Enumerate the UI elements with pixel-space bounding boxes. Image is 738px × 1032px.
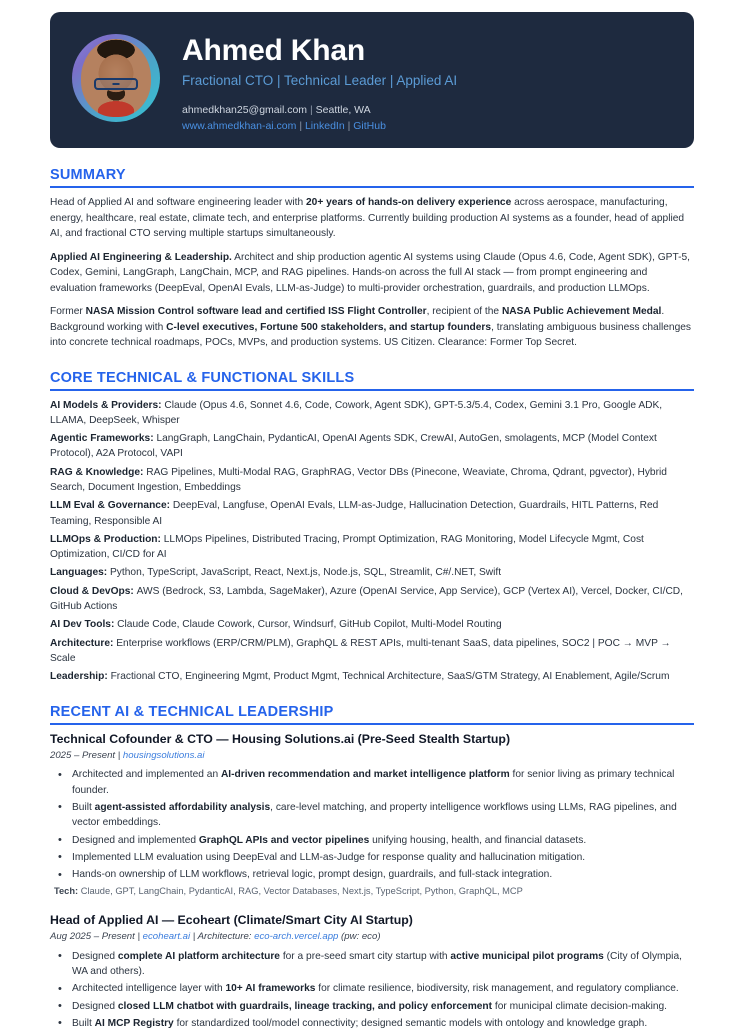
summary-paragraph: Former NASA Mission Control software lead and certified ISS Flight Controller, recipient of the NASA Public Achievement Medal. Background working with C-level executives, Fortune 500 stakeholders, and startup founders, translating ambiguous business challenges into concrete technical roadmaps, POCs, MVPs, and production systems. US Citizen. Clearance: Former Top Secret. <box>50 306 691 348</box>
section-experience <box>50 704 694 1032</box>
skill-row <box>50 636 694 667</box>
skill-values: Claude Code, Claude Cowork, Cursor, Windsurf, GitHub Copilot, Multi-Model Routing <box>117 619 502 631</box>
github-link[interactable]: GitHub <box>353 120 386 133</box>
job-meta-separator: | <box>190 931 198 943</box>
candidate-name: Ahmed Khan <box>182 34 366 67</box>
section-summary <box>50 167 694 351</box>
architecture-label: Architecture: <box>197 931 255 943</box>
skill-category-label: Languages: <box>50 567 111 579</box>
experience-divider <box>50 723 694 725</box>
summary-paragraphs <box>50 195 694 351</box>
skill-row <box>50 532 694 563</box>
skills-list <box>50 398 694 685</box>
summary-section-title: SUMMARY <box>50 167 126 183</box>
skill-values: Claude (Opus 4.6, Sonnet 4.6, Code, Cowork, Agent SDK), GPT-5.3/5.4, Codex, Gemini 3.1 Pro, Google ADK, LLAMA, DeepSeek, Whisper <box>50 399 663 426</box>
job-bullet: • Built AI MCP Registry for standardized tool/model connectivity; designed semantic models with ontology and knowledge graph. <box>54 1016 694 1031</box>
job-meta-separator: | <box>117 749 123 761</box>
skill-category-label: Architecture: <box>50 637 117 649</box>
glasses-icon <box>94 78 138 90</box>
job-bullet: • Architected and implemented an AI-driven recommendation and market intelligence platform for senior living as primary technical founder. <box>54 767 694 798</box>
skill-row <box>50 565 694 580</box>
job-bullet: • Designed complete AI platform architecture for a pre-seed smart city startup with active municipal pilot programs (City of Olympia, WA and others). <box>54 949 694 980</box>
summary-divider <box>50 186 694 188</box>
skill-row <box>50 398 694 429</box>
contact-separator-1: | <box>309 103 313 116</box>
skill-category-label: Leadership: <box>50 671 111 683</box>
job-bullet: • Hands-on ownership of LLM workflows, retrieval logic, prompt design, guardrails, and full-stack integration. <box>54 867 694 882</box>
job-meta-line <box>50 749 694 762</box>
skills-divider <box>50 389 694 391</box>
job-meta-note: (pw: eco) <box>338 931 381 943</box>
skill-category-label: LLMOps & Production: <box>50 533 164 545</box>
contact-line-primary <box>182 102 670 118</box>
job-bullet-list <box>50 767 694 882</box>
skill-values: Python, TypeScript, JavaScript, React, Next.js, Node.js, SQL, Streamlit, C#/.NET, Swift <box>110 567 502 579</box>
skill-row <box>50 498 694 529</box>
skill-row <box>50 431 694 462</box>
skill-category-label: Cloud & DevOps: <box>50 585 137 597</box>
section-skills <box>50 370 694 685</box>
skill-category-label: RAG & Knowledge: <box>50 466 147 478</box>
job-meta-separator: | <box>137 931 143 943</box>
skill-values: Enterprise workflows (ERP/CRM/PLM), GraphQL & REST APIs, multi-tenant SaaS, data pipelines, SOC2 | POC → MVP → Scale <box>50 637 671 664</box>
job-bullet: • Designed and implemented GraphQL APIs and vector pipelines unifying housing, health, and financial datasets. <box>54 833 694 848</box>
summary-paragraph: Head of Applied AI and software engineering leader with 20+ years of hands-on delivery experience across aerospace, manufacturing, energy, healthcare, real estate, climate tech, and enterprise platforms. Currently building production AI systems as a founder, head of applied AI, and fractional CTO serving multiple startups simultaneously. <box>50 197 685 239</box>
architecture-demo-link[interactable]: eco-arch.vercel.app <box>254 931 339 943</box>
contact-separator-3: | <box>347 120 351 133</box>
location-text: Seattle, WA <box>315 103 371 116</box>
skill-category-label: LLM Eval & Governance: <box>50 500 173 512</box>
company-website-link[interactable]: housingsolutions.ai <box>122 749 205 761</box>
experience-section-title: RECENT AI & TECHNICAL LEADERSHIP <box>50 703 334 720</box>
job-dates: Aug 2025 – Present <box>50 931 138 943</box>
skill-category-label: Agentic Frameworks: <box>50 433 157 445</box>
resume-header-card <box>50 12 694 148</box>
job-meta-line <box>50 930 694 943</box>
job-bullet: • Built agent-assisted affordability analysis, care-level matching, and property intelligence workflows using LLMs, RAG pipelines, and vector embeddings. <box>54 800 694 831</box>
skill-values: LLMOps Pipelines, Distributed Tracing, Prompt Optimization, RAG Monitoring, Model Lifecycle Mgmt, Cost Optimization, CI/CD for AI <box>50 533 644 561</box>
skill-values: RAG Pipelines, Multi-Modal RAG, GraphRAG, Vector DBs (Pinecone, Weaviate, Chroma, Qdrant, pgvector), Hybrid Search, Document Ingestion, Embeddings <box>50 466 667 493</box>
job-bullet: • Designed closed LLM chatbot with guardrails, lineage tracking, and policy enforcement for municipal climate decision-making. <box>54 999 694 1014</box>
professional-headline: Fractional CTO | Technical Leader | Applied AI <box>182 73 458 88</box>
summary-paragraph: Applied AI Engineering & Leadership. Architect and ship production agentic AI systems using Claude (Opus 4.6, Code, Agent SDK), GPT-5, Codex, Gemini, LangGraph, LangChain, MCP, and RAG pipelines. Hands-on across the full AI stack — from prompt engineering and evaluation frameworks (DeepEval, OpenAI Evals, LLM-as-Judge) to multi-provider orchestration, guardrails, and production LLMOps. <box>50 251 691 294</box>
linkedin-link[interactable]: LinkedIn <box>304 120 345 133</box>
website-link[interactable]: www.ahmedkhan-ai.com <box>182 120 297 133</box>
job-title: Head of Applied AI — Ecoheart (Climate/Smart City AI Startup) <box>50 912 413 927</box>
contact-line-links <box>182 118 670 134</box>
company-website-link[interactable]: ecoheart.ai <box>142 931 191 943</box>
skill-values: LangGraph, LangChain, PydanticAI, OpenAI Agents SDK, CrewAI, AutoGen, smolagents, MCP (Model Context Protocol), A2A Protocol, VAPI <box>50 433 657 460</box>
skill-row <box>50 617 694 632</box>
tech-label: Tech: <box>54 886 81 897</box>
skill-row <box>50 669 694 684</box>
skill-row <box>50 465 694 496</box>
experience-list <box>50 732 694 1032</box>
job-bullet: • Implemented LLM evaluation using DeepEval and LLM-as-Judge for response quality and hallucination mitigation. <box>54 850 694 865</box>
job-title: Technical Cofounder & CTO — Housing Solutions.ai (Pre-Seed Stealth Startup) <box>50 731 511 746</box>
skill-category-label: AI Dev Tools: <box>50 619 118 631</box>
job-tech-line <box>50 885 694 898</box>
job-bullet-list <box>50 949 694 1031</box>
job-bullet: • Architected intelligence layer with 10+ AI frameworks for climate resilience, biodiversity, risk management, and regulatory compliance. <box>54 981 694 996</box>
experience-entry <box>50 732 694 899</box>
contact-separator-2: | <box>299 120 303 133</box>
skills-section-title: CORE TECHNICAL & FUNCTIONAL SKILLS <box>50 369 355 386</box>
experience-entry <box>50 913 694 1031</box>
skill-values: DeepEval, Langfuse, OpenAI Evals, LLM-as-Judge, Hallucination Detection, Guardrails, HITL Patterns, Red Teaming, Responsible AI <box>50 500 659 527</box>
email-text: ahmedkhan25@gmail.com <box>182 103 308 116</box>
job-dates: 2025 – Present <box>50 749 118 761</box>
skill-category-label: AI Models & Providers: <box>50 399 165 411</box>
skill-values: AWS (Bedrock, S3, Lambda, SageMaker), Azure (OpenAI Service, App Service), GCP (Vertex AI), Vercel, Docker, CI/CD, GitHub Actions <box>50 585 683 613</box>
tech-values: Claude, GPT, LangChain, PydanticAI, RAG, Vector Databases, Next.js, TypeScript, Python, GraphQL, MCP <box>80 886 523 897</box>
header-text-block <box>182 32 670 134</box>
skill-row <box>50 584 694 615</box>
avatar <box>72 34 160 122</box>
skill-values: Fractional CTO, Engineering Mgmt, Product Mgmt, Technical Architecture, SaaS/GTM Strategy, AI Enablement, Agile/Scrum <box>110 671 670 683</box>
